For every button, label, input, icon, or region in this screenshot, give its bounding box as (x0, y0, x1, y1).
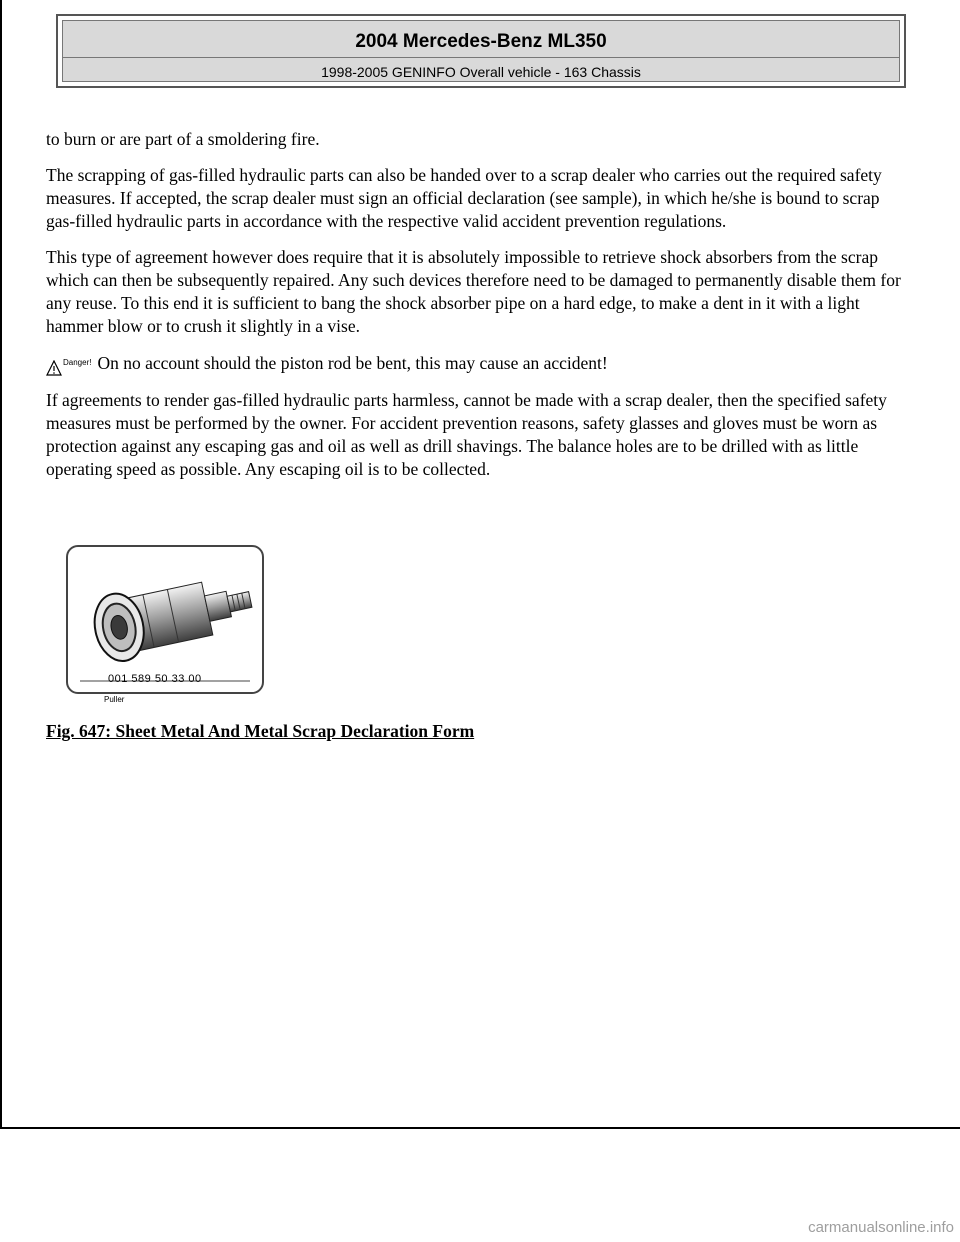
figure-frame (66, 545, 264, 694)
danger-note (46, 351, 906, 376)
footer (0, 1129, 960, 1242)
header-title: 2004 Mercedes-Benz ML350 (355, 31, 607, 52)
figure (62, 543, 268, 708)
danger-text: On no account should the piston rod be bent, this may cause an accident! (97, 353, 608, 373)
header-divider (63, 57, 899, 58)
document-body (46, 128, 906, 494)
paragraph: The scrapping of gas-filled hydraulic parts can also be handed over to a scrap dealer who carries out the required safety measures. If accepted, the scrap dealer must sign an official declaration (see sample), in which he/she is bound to scrap gas-filled hydraulic parts in accordance with the respective valid accident prevention regulations. (46, 165, 882, 231)
puller-tool-illustration (68, 547, 262, 692)
part-number: 001 589 50 33 00 (108, 673, 202, 685)
document-header (56, 14, 906, 88)
warning-triangle-icon (46, 360, 62, 376)
header-subtitle: 1998-2005 GENINFO Overall vehicle - 163 Chassis (321, 64, 641, 80)
figure-caption-link[interactable]: Fig. 647: Sheet Metal And Metal Scrap Declaration Form (46, 721, 475, 741)
watermark: carmanualsonline.info (808, 1219, 954, 1236)
paragraph: to burn or are part of a smoldering fire. (46, 129, 320, 149)
figure-label: Puller (104, 695, 125, 704)
header-panel (62, 20, 900, 82)
paragraph: This type of agreement however does require that it is absolutely impossible to retrieve shock absorbers from the scrap which can then be subsequently repaired. Any such devices therefore need to be damaged to permanently disable them for any reuse. To this end it is sufficient to bang the shock absorber pipe on a hard edge, to make a dent in it with a light hammer blow or to crush it slightly in a vise. (46, 247, 901, 336)
paragraph: If agreements to render gas-filled hydraulic parts harmless, cannot be made with a scrap dealer, then the specified safety measures must be performed by the owner. For accident prevention reasons, safety glasses and gloves must be worn as protection against any escaping gas and oil as well as drill shavings. The balance holes are to be drilled with as little operating speed as possible. Any escaping oil is to be collected. (46, 390, 887, 479)
danger-icon (46, 351, 91, 376)
danger-label: Danger! (63, 358, 92, 367)
